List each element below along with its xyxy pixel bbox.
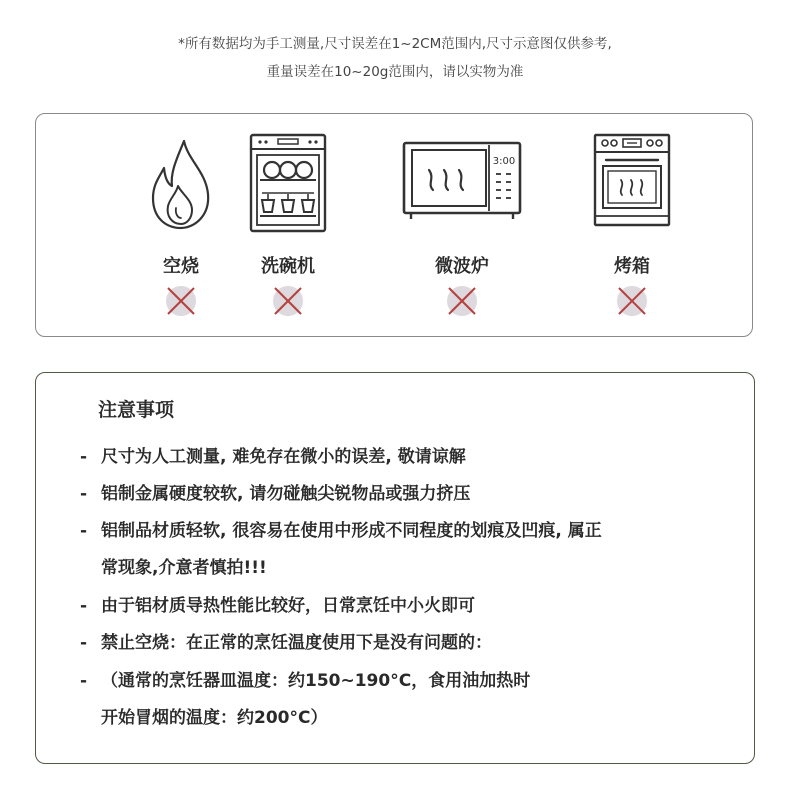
note-item (80, 439, 720, 476)
note-item (80, 625, 720, 662)
note-text: 铝制金属硬度较软, 请勿碰触尖锐物品或强力挤压 (101, 484, 471, 504)
prohibited-cross-icon (616, 285, 648, 317)
dash-bullet: - (80, 596, 88, 616)
notes-panel (35, 372, 755, 764)
note-text: 由于铝材质导热性能比较好，日常烹饪中小火即可 (101, 596, 475, 616)
icon-label: 烤箱 (614, 256, 650, 277)
prohibited-item-dishwasher (208, 114, 368, 338)
notes-title: 注意事项 (98, 399, 175, 421)
prohibited-uses-panel (35, 113, 753, 337)
note-item (80, 588, 720, 625)
note-item (80, 663, 720, 737)
note-text-continued: 常现象,介意者慎拍!!! (101, 558, 267, 578)
dash-bullet: - (80, 484, 88, 504)
icon-label: 洗碗机 (261, 256, 315, 277)
note-text: 尺寸为人工测量, 难免存在微小的误差, 敬请谅解 (101, 447, 466, 467)
microwave-icon (401, 140, 523, 222)
dash-bullet: - (80, 633, 88, 653)
prohibited-item-oven (552, 114, 712, 338)
dash-bullet: - (80, 447, 88, 467)
flame-icon (148, 138, 214, 232)
oven-icon (592, 132, 672, 228)
dash-bullet: - (80, 671, 88, 691)
microwave-display: 3:00 (492, 156, 516, 167)
dash-bullet: - (80, 521, 88, 541)
prohibited-cross-icon (165, 285, 197, 317)
prohibited-cross-icon (446, 285, 478, 317)
note-text: （通常的烹饪器皿温度：约150~190°C，食用油加热时 (101, 671, 531, 691)
disclaimer-line-2: 重量误差在10~20g范围内，请以实物为准 (266, 64, 524, 80)
disclaimer-line-1: *所有数据均为手工测量,尺寸误差在1~2CM范围内,尺寸示意图仅供参考, (178, 36, 612, 52)
note-item (80, 476, 720, 513)
note-text: 禁止空烧：在正常的烹饪温度使用下是没有问题的： (101, 633, 492, 653)
prohibited-cross-icon (272, 285, 304, 317)
note-item (80, 513, 720, 587)
icon-label: 微波炉 (435, 256, 489, 277)
dishwasher-icon (248, 132, 328, 234)
note-text: 铝制品材质轻软, 很容易在使用中形成不同程度的划痕及凹痕, 属正 (101, 521, 602, 541)
note-text-continued: 开始冒烟的温度：约200°C） (101, 708, 328, 728)
disclaimer (0, 30, 790, 86)
icon-label: 空烧 (163, 256, 199, 277)
prohibited-item-microwave (382, 114, 542, 338)
